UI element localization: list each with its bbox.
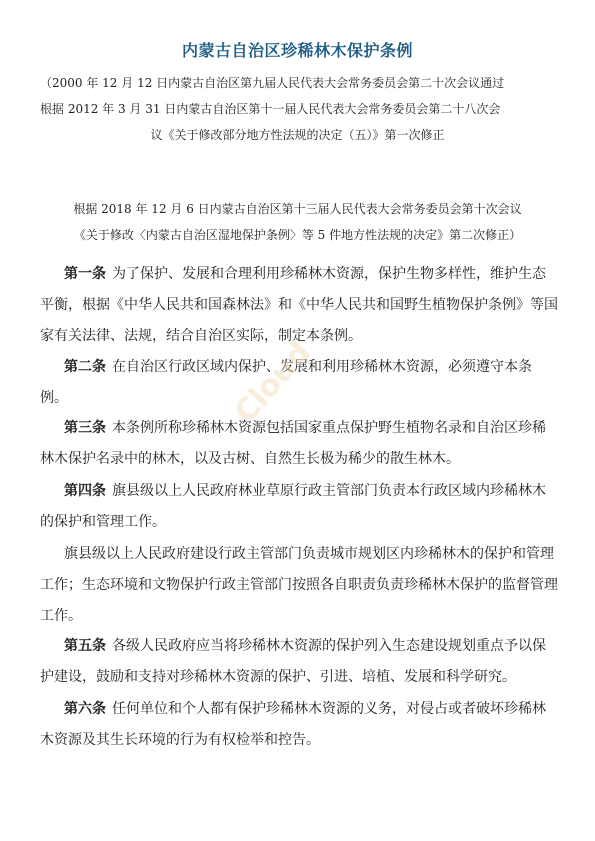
article-label: 第五条 — [64, 638, 106, 654]
amendment-note — [40, 70, 555, 148]
amendment-note-line: （2000 年 12 月 12 日内蒙古自治区第九届人民代表大会常务委员会第二十次会议通过 — [40, 76, 505, 90]
watermark: Cloud — [227, 335, 318, 430]
article-text: 旗县级以上人民政府建设行政主管部门负责城市规划区内珍稀林木的保护和管理 — [64, 546, 554, 562]
article-text: 任何单位和个人都有保护珍稀林木资源的义务，对侵占或者破坏珍稀林 — [112, 701, 546, 717]
article-text: 林木保护名录中的林木，以及古树、自然生长极为稀少的散生林木。 — [40, 451, 460, 467]
article-text: 旗县级以上人民政府林业草原行政主管部门负责本行政区域内珍稀林木 — [112, 483, 546, 499]
article-label: 第四条 — [64, 483, 106, 499]
amendment-note-line: 根据 2018 年 12 月 6 日内蒙古自治区第十三届人民代表大会常务委员会第十次会议 — [73, 202, 522, 216]
article-text: 各级人民政府应当将珍稀林木资源的保护列入生态建设规划重点予以保 — [112, 638, 546, 654]
document-title: 内蒙古自治区珍稀林木保护条例 — [181, 41, 413, 60]
article-label: 第二条 — [64, 359, 106, 375]
amendment-note-second — [40, 196, 555, 248]
amendment-note-line: 议《关于修改部分地方性法规的决定（五）》第一次修正 — [150, 128, 445, 142]
article-text: 本条例所称珍稀林木资源包括国家重点保护野生植物名录和自治区珍稀 — [112, 420, 546, 436]
article-2 — [40, 352, 559, 414]
article-text: 护建设，鼓励和支持对珍稀林木资源的保护、引进、培植、发展和科学研究。 — [40, 669, 516, 685]
article-text: 为了保护、发展和合理利用珍稀林木资源，保护生物多样性，维护生态 — [112, 266, 546, 282]
amendment-note-line: 根据 2012 年 3 月 31 日内蒙古自治区第十一届人民代表大会常务委员会第二十八次会 — [40, 102, 501, 116]
article-4-paragraph-2 — [40, 539, 559, 632]
amendment-note-line: 《关于修改〈内蒙古自治区湿地保护条例〉等 5 件地方性法规的决定》第二次修正） — [73, 228, 522, 242]
article-text: 木资源及其生长环境的行为有权检举和控告。 — [40, 732, 320, 748]
article-text: 在自治区行政区域内保护、发展和利用珍稀林木资源，必须遵守本条 — [112, 359, 532, 375]
article-5 — [40, 631, 559, 693]
article-text: 家有关法律、法规，结合自治区实际，制定本条例。 — [40, 328, 362, 344]
article-4 — [40, 476, 559, 538]
article-label: 第一条 — [64, 266, 106, 282]
article-6 — [40, 694, 559, 756]
article-text: 工作；生态环境和文物保护行政主管部门按照各自职责负责珍稀林木保护的监督管理 — [40, 577, 558, 593]
article-label: 第三条 — [64, 420, 106, 436]
article-text: 工作。 — [40, 608, 82, 624]
article-text: 例。 — [40, 390, 68, 406]
article-1 — [40, 259, 559, 352]
article-label: 第六条 — [64, 701, 106, 717]
article-text: 平衡，根据《中华人民共和国森林法》和《中华人民共和国野生植物保护条例》等国 — [40, 297, 558, 313]
article-text: 的保护和管理工作。 — [40, 514, 166, 530]
article-3 — [40, 413, 559, 475]
